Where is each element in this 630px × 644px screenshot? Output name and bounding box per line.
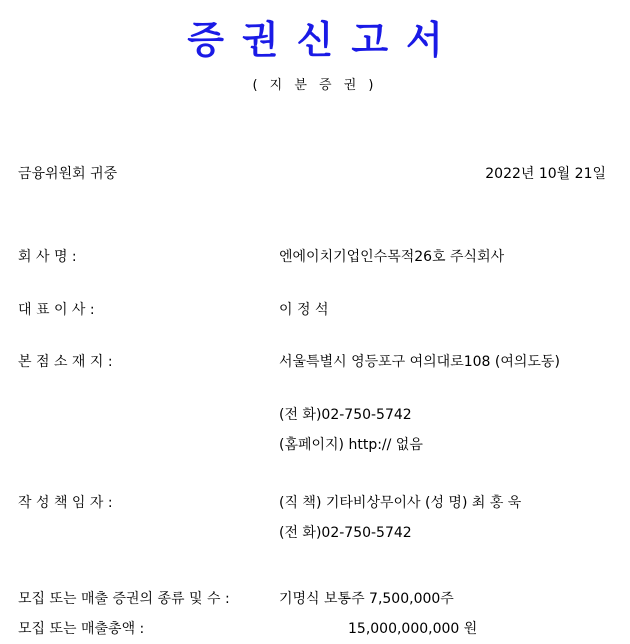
preparer-label: 작 성 책 임 자 : xyxy=(18,495,113,511)
hq-phone: (전 화)02-750-5742 xyxy=(279,407,412,423)
document-title: 증권신고서 xyxy=(187,17,461,62)
ceo-label: 대 표 이 사 : xyxy=(18,302,95,318)
addressee: 금융위원회 귀중 xyxy=(18,166,118,182)
offering-total-value: 15,000,000,000 원 xyxy=(348,621,478,637)
filing-date: 2022년 10월 21일 xyxy=(485,166,606,182)
preparer-value: (직 책) 기타비상무이사 (성 명) 최 홍 욱 xyxy=(279,495,522,511)
preparer-phone: (전 화)02-750-5742 xyxy=(279,525,412,541)
hq-homepage: (홈페이지) http:// 없음 xyxy=(279,437,423,453)
company-name-value: 엔에이치기업인수목적26호 주식회사 xyxy=(279,249,505,265)
company-name-label: 회 사 명 : xyxy=(18,249,77,265)
document-subtitle: ( 지 분 증 권 ) xyxy=(252,78,378,93)
offering-total-label: 모집 또는 매출총액 : xyxy=(18,621,145,637)
securities-label: 모집 또는 매출 증권의 종류 및 수 : xyxy=(18,591,230,607)
hq-address-label: 본 점 소 재 지 : xyxy=(18,354,113,370)
ceo-value: 이 정 석 xyxy=(279,302,329,318)
hq-address-value: 서울특별시 영등포구 여의대로108 (여의도동) xyxy=(279,354,560,370)
securities-value: 기명식 보통주 7,500,000주 xyxy=(279,591,454,607)
